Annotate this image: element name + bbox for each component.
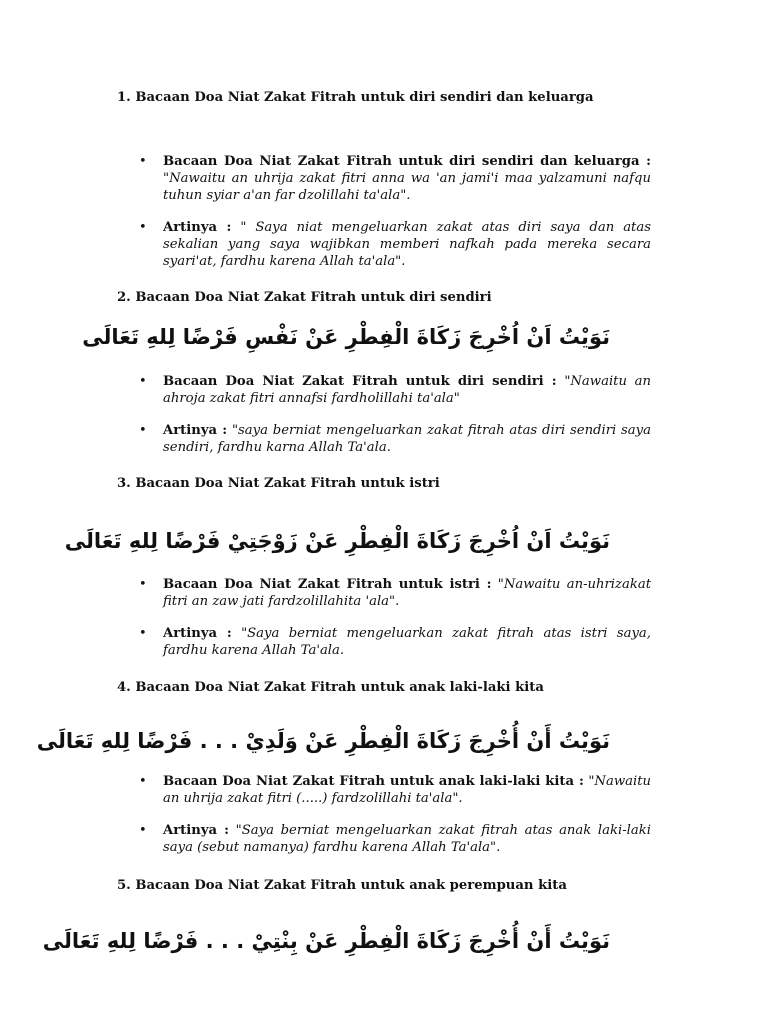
item-label: Artinya : — [163, 626, 232, 641]
section-3-heading: 3. Bacaan Doa Niat Zakat Fitrah untuk istri — [117, 476, 440, 491]
section-3-list — [163, 576, 651, 674]
list-item — [163, 219, 651, 270]
item-text: "Saya berniat mengeluarkan zakat fitrah atas istri saya, fardhu karena Allah Ta'ala. — [163, 626, 651, 658]
item-label: Artinya : — [163, 423, 228, 438]
list-item — [163, 822, 651, 856]
item-label: Artinya : — [163, 823, 229, 838]
item-text: "saya berniat mengeluarkan zakat fitrah atas diri sendiri saya sendiri, fardhu karna Allah Ta'ala. — [163, 423, 651, 455]
list-item — [163, 422, 651, 456]
item-label: Bacaan Doa Niat Zakat Fitrah untuk diri sendiri dan keluarga : — [163, 154, 651, 169]
section-5-arabic-prayer: نَوَيْتُ أَنْ أُخْرِجَ زَكَاةَ الْفِطْرِ عَنْ بِنْتِيْ . . . فَرْضًا لِلهِ تَعَالَى — [42, 929, 610, 953]
section-1-list — [163, 153, 651, 285]
item-text: "Nawaitu an ahroja zakat fitri annafsi fardholillahi ta'ala" — [163, 374, 651, 406]
section-2-arabic-prayer: نَوَيْتُ اَنْ اُخْرِجَ زَكَاةَ الْفِطْرِ عَنْ نَفْسِ فَرْضًا لِلهِ تَعَالَى — [82, 325, 610, 349]
section-2-heading: 2. Bacaan Doa Niat Zakat Fitrah untuk diri sendiri — [117, 290, 492, 305]
list-item — [163, 625, 651, 659]
section-4-list — [163, 773, 651, 871]
item-label: Bacaan Doa Niat Zakat Fitrah untuk diri sendiri : — [163, 374, 557, 389]
section-4-heading: 4. Bacaan Doa Niat Zakat Fitrah untuk anak laki-laki kita — [117, 680, 544, 695]
item-text: "Nawaitu an uhrija zakat fitri (.....) fardzolillahi ta'ala". — [163, 774, 651, 806]
item-label: Bacaan Doa Niat Zakat Fitrah untuk anak laki-laki kita : — [163, 774, 584, 789]
section-2-list — [163, 373, 651, 471]
list-item — [163, 576, 651, 610]
list-item — [163, 773, 651, 807]
section-1-heading: 1. Bacaan Doa Niat Zakat Fitrah untuk diri sendiri dan keluarga — [117, 90, 594, 105]
section-4-arabic-prayer: نَوَيْتُ أَنْ أُخْرِجَ زَكَاةَ الْفِطْرِ عَنْ وَلَدِيْ . . . فَرْضًا لِلهِ تَعَالَى — [36, 729, 610, 753]
item-label: Bacaan Doa Niat Zakat Fitrah untuk istri : — [163, 577, 492, 592]
item-text: " Saya niat mengeluarkan zakat atas diri saya dan atas sekalian yang saya wajibkan memberi nafkah pada mereka secara syari'at, fardhu karena Allah ta'ala". — [163, 220, 651, 269]
section-3-arabic-prayer: نَوَيْتُ اَنْ اُخْرِجَ زَكَاةَ الْفِطْرِ عَنْ زَوْجَتِيْ فَرْضًا لِلهِ تَعَالَى — [64, 529, 610, 553]
section-5-heading: 5. Bacaan Doa Niat Zakat Fitrah untuk anak perempuan kita — [117, 878, 567, 893]
list-item — [163, 373, 651, 407]
item-label: Artinya : — [163, 220, 232, 235]
list-item — [163, 153, 651, 204]
item-text: "Nawaitu an-uhrizakat fitri an zaw jati fardzolillahita 'ala". — [163, 577, 651, 609]
item-text: "Nawaitu an uhrija zakat fitri anna wa 'an jami'i maa yalzamuni nafqu tuhun syiar a'an far dzolillahi ta'ala". — [163, 171, 651, 203]
item-text: "Saya berniat mengeluarkan zakat fitrah atas anak laki-laki saya (sebut namanya) fardhu karena Allah Ta'ala". — [163, 823, 651, 855]
